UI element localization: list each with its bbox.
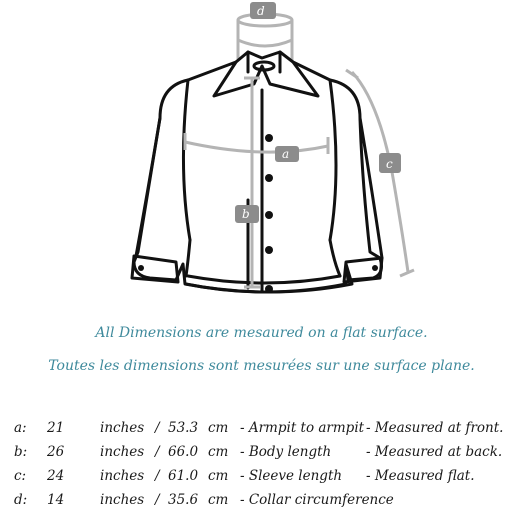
- label-d: d: [257, 4, 265, 18]
- measure-key: a:: [14, 420, 27, 436]
- measure-slash: /: [155, 444, 160, 460]
- note-english: All Dimensions are mesaured on a flat surface.: [95, 325, 428, 341]
- shirt-outline: [132, 52, 382, 292]
- measure-note: - Measured at front.: [366, 420, 504, 436]
- measure-description: - Sleeve length: [240, 468, 343, 484]
- measure-inches: 14: [47, 492, 65, 508]
- measure-cm-unit: cm: [208, 444, 229, 460]
- measure-description: - Collar circumference: [240, 492, 394, 508]
- measure-description: - Armpit to armpit: [240, 420, 365, 436]
- measure-inches: 24: [47, 468, 65, 484]
- measure-inch-unit: inches: [100, 468, 145, 484]
- note-french: Toutes les dimensions sont mesurées sur une surface plane.: [48, 358, 475, 374]
- measurement-row-b: [0, 444, 523, 466]
- measure-key: b:: [14, 444, 28, 460]
- button: [265, 211, 273, 219]
- measure-key: c:: [14, 468, 27, 484]
- measure-slash: /: [155, 420, 160, 436]
- measure-key: d:: [14, 492, 28, 508]
- measure-cm-unit: cm: [208, 468, 229, 484]
- measure-cm: 66.0: [168, 444, 199, 460]
- measure-slash: /: [155, 492, 160, 508]
- measure-slash: /: [155, 468, 160, 484]
- measure-cm: 35.6: [168, 492, 199, 508]
- button: [265, 134, 273, 142]
- button: [265, 285, 273, 293]
- label-c: c: [386, 157, 393, 171]
- cuff-button: [372, 265, 378, 271]
- measure-inch-unit: inches: [100, 444, 145, 460]
- measure-inches: 26: [47, 444, 65, 460]
- chest-measure-line: [185, 133, 328, 154]
- measure-inch-unit: inches: [100, 492, 145, 508]
- label-b: b: [242, 207, 250, 221]
- label-a: a: [282, 147, 290, 161]
- measure-cm: 61.0: [168, 468, 199, 484]
- button: [265, 174, 273, 182]
- measure-inch-unit: inches: [100, 420, 145, 436]
- measurement-row-a: [0, 420, 523, 442]
- measure-note: - Measured at back.: [366, 444, 503, 460]
- measure-inches: 21: [47, 420, 65, 436]
- measurement-table: [0, 420, 523, 520]
- measurement-row-d: [0, 492, 523, 514]
- measurement-row-c: [0, 468, 523, 490]
- button: [265, 246, 273, 254]
- cuff-button: [138, 265, 144, 271]
- measure-cm-unit: cm: [208, 492, 229, 508]
- measure-cm-unit: cm: [208, 420, 229, 436]
- measure-description: - Body length: [240, 444, 332, 460]
- measure-note: - Measured flat.: [366, 468, 475, 484]
- body-length-measure-line: [244, 78, 260, 287]
- measure-cm: 53.3: [168, 420, 199, 436]
